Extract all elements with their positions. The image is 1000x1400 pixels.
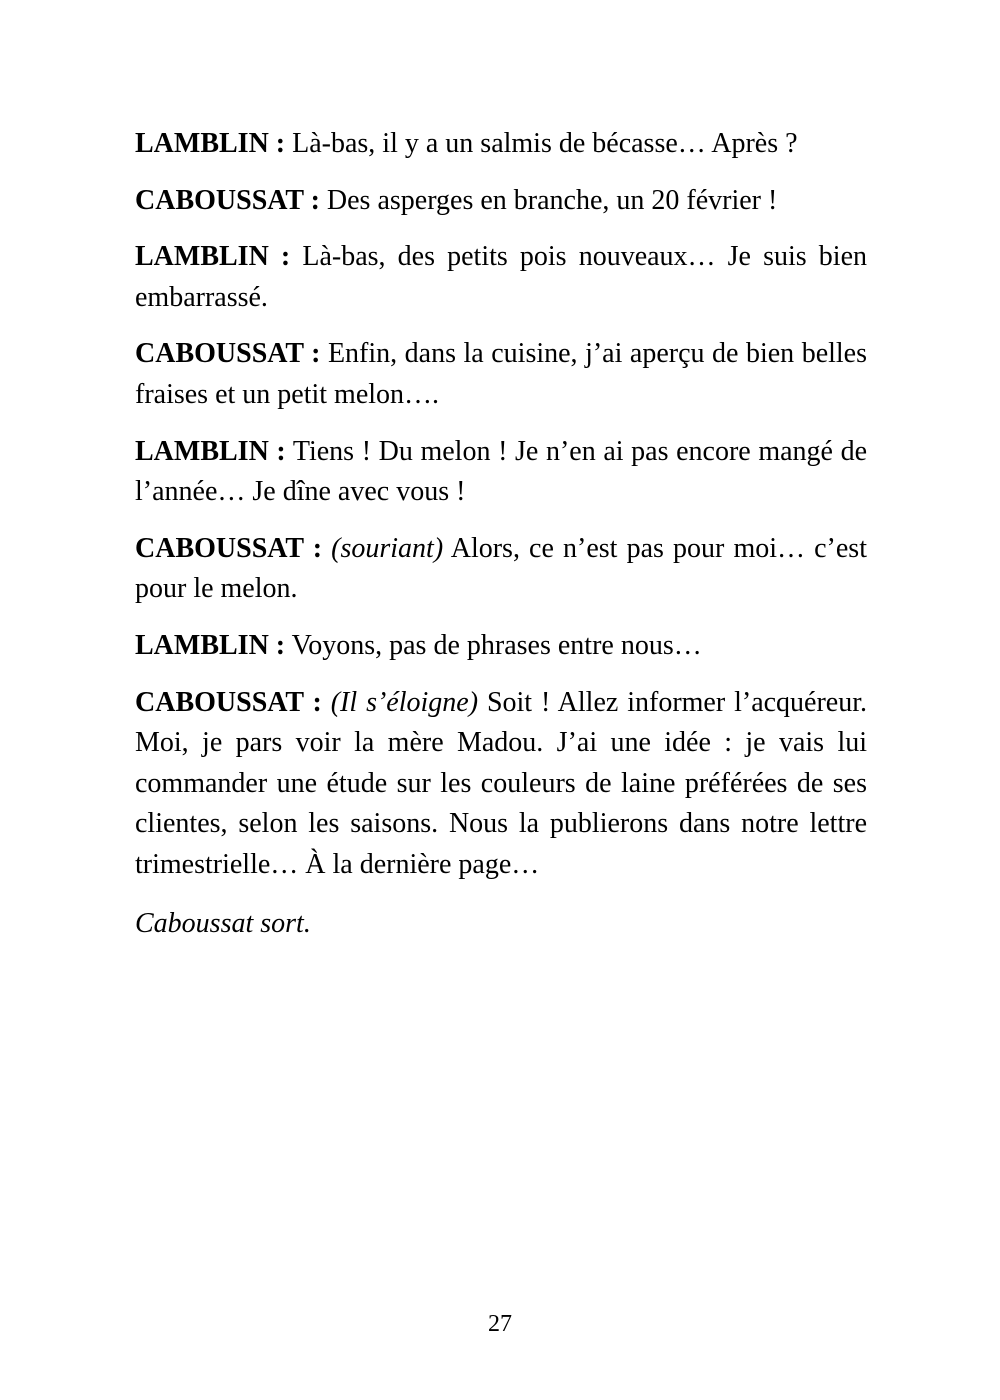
dialogue-text: Enfin, dans la cuisine, j’ai aperçu de bien belles fraises et un petit melon…. (135, 338, 868, 410)
stage-direction: (Il s’éloigne) (330, 686, 479, 718)
closing-stage-direction: Caboussat sort. (135, 907, 311, 939)
dialogue-text: Soit ! Allez informer l’acquéreur. Moi, je pars voir la mère Madou. J’ai une idée : je vais lui commander une étude sur les couleurs de laine préférées de ses clientes, selon les saisons. Nous la publierons dans notre lettre trimestrielle… À la dernière page… (135, 686, 868, 880)
dialogue-text: Voyons, pas de phrases entre nous… (291, 629, 702, 661)
dialogue-line (135, 529, 867, 610)
dialogue-line (135, 181, 867, 222)
dialogue-line (135, 432, 867, 513)
speaker-name: CABOUSSAT : (135, 338, 321, 370)
dialogue-line (135, 334, 867, 415)
page-body (135, 124, 867, 972)
speaker-name: CABOUSSAT : (135, 184, 320, 216)
page-number: 27 (488, 1311, 512, 1337)
dialogue-text: Alors, ce n’est pas pour moi… c’est pour le melon. (135, 532, 867, 605)
dialogue-line (135, 683, 867, 886)
speaker-name: LAMBLIN : (135, 241, 291, 273)
speaker-name: LAMBLIN : (135, 435, 286, 467)
dialogue-text: Là-bas, des petits pois nouveaux… Je suis bien embarrassé. (135, 241, 868, 313)
stage-direction: (souriant) (331, 532, 444, 564)
dialogue-line (135, 237, 867, 318)
dialogue-line (135, 124, 867, 165)
speaker-name: LAMBLIN : (135, 128, 286, 159)
dialogue-text: Des asperges en branche, un 20 février ! (326, 184, 778, 216)
dialogue-text: Là-bas, il y a un salmis de bécasse… Après ? (292, 128, 798, 159)
speaker-name: CABOUSSAT : (135, 686, 322, 718)
speaker-name: LAMBLIN : (135, 629, 286, 661)
speaker-name: CABOUSSAT : (135, 532, 323, 564)
dialogue-text: Tiens ! Du melon ! Je n’en ai pas encore mangé de l’année… Je dîne avec vous ! (135, 435, 867, 508)
dialogue-line (135, 626, 867, 667)
